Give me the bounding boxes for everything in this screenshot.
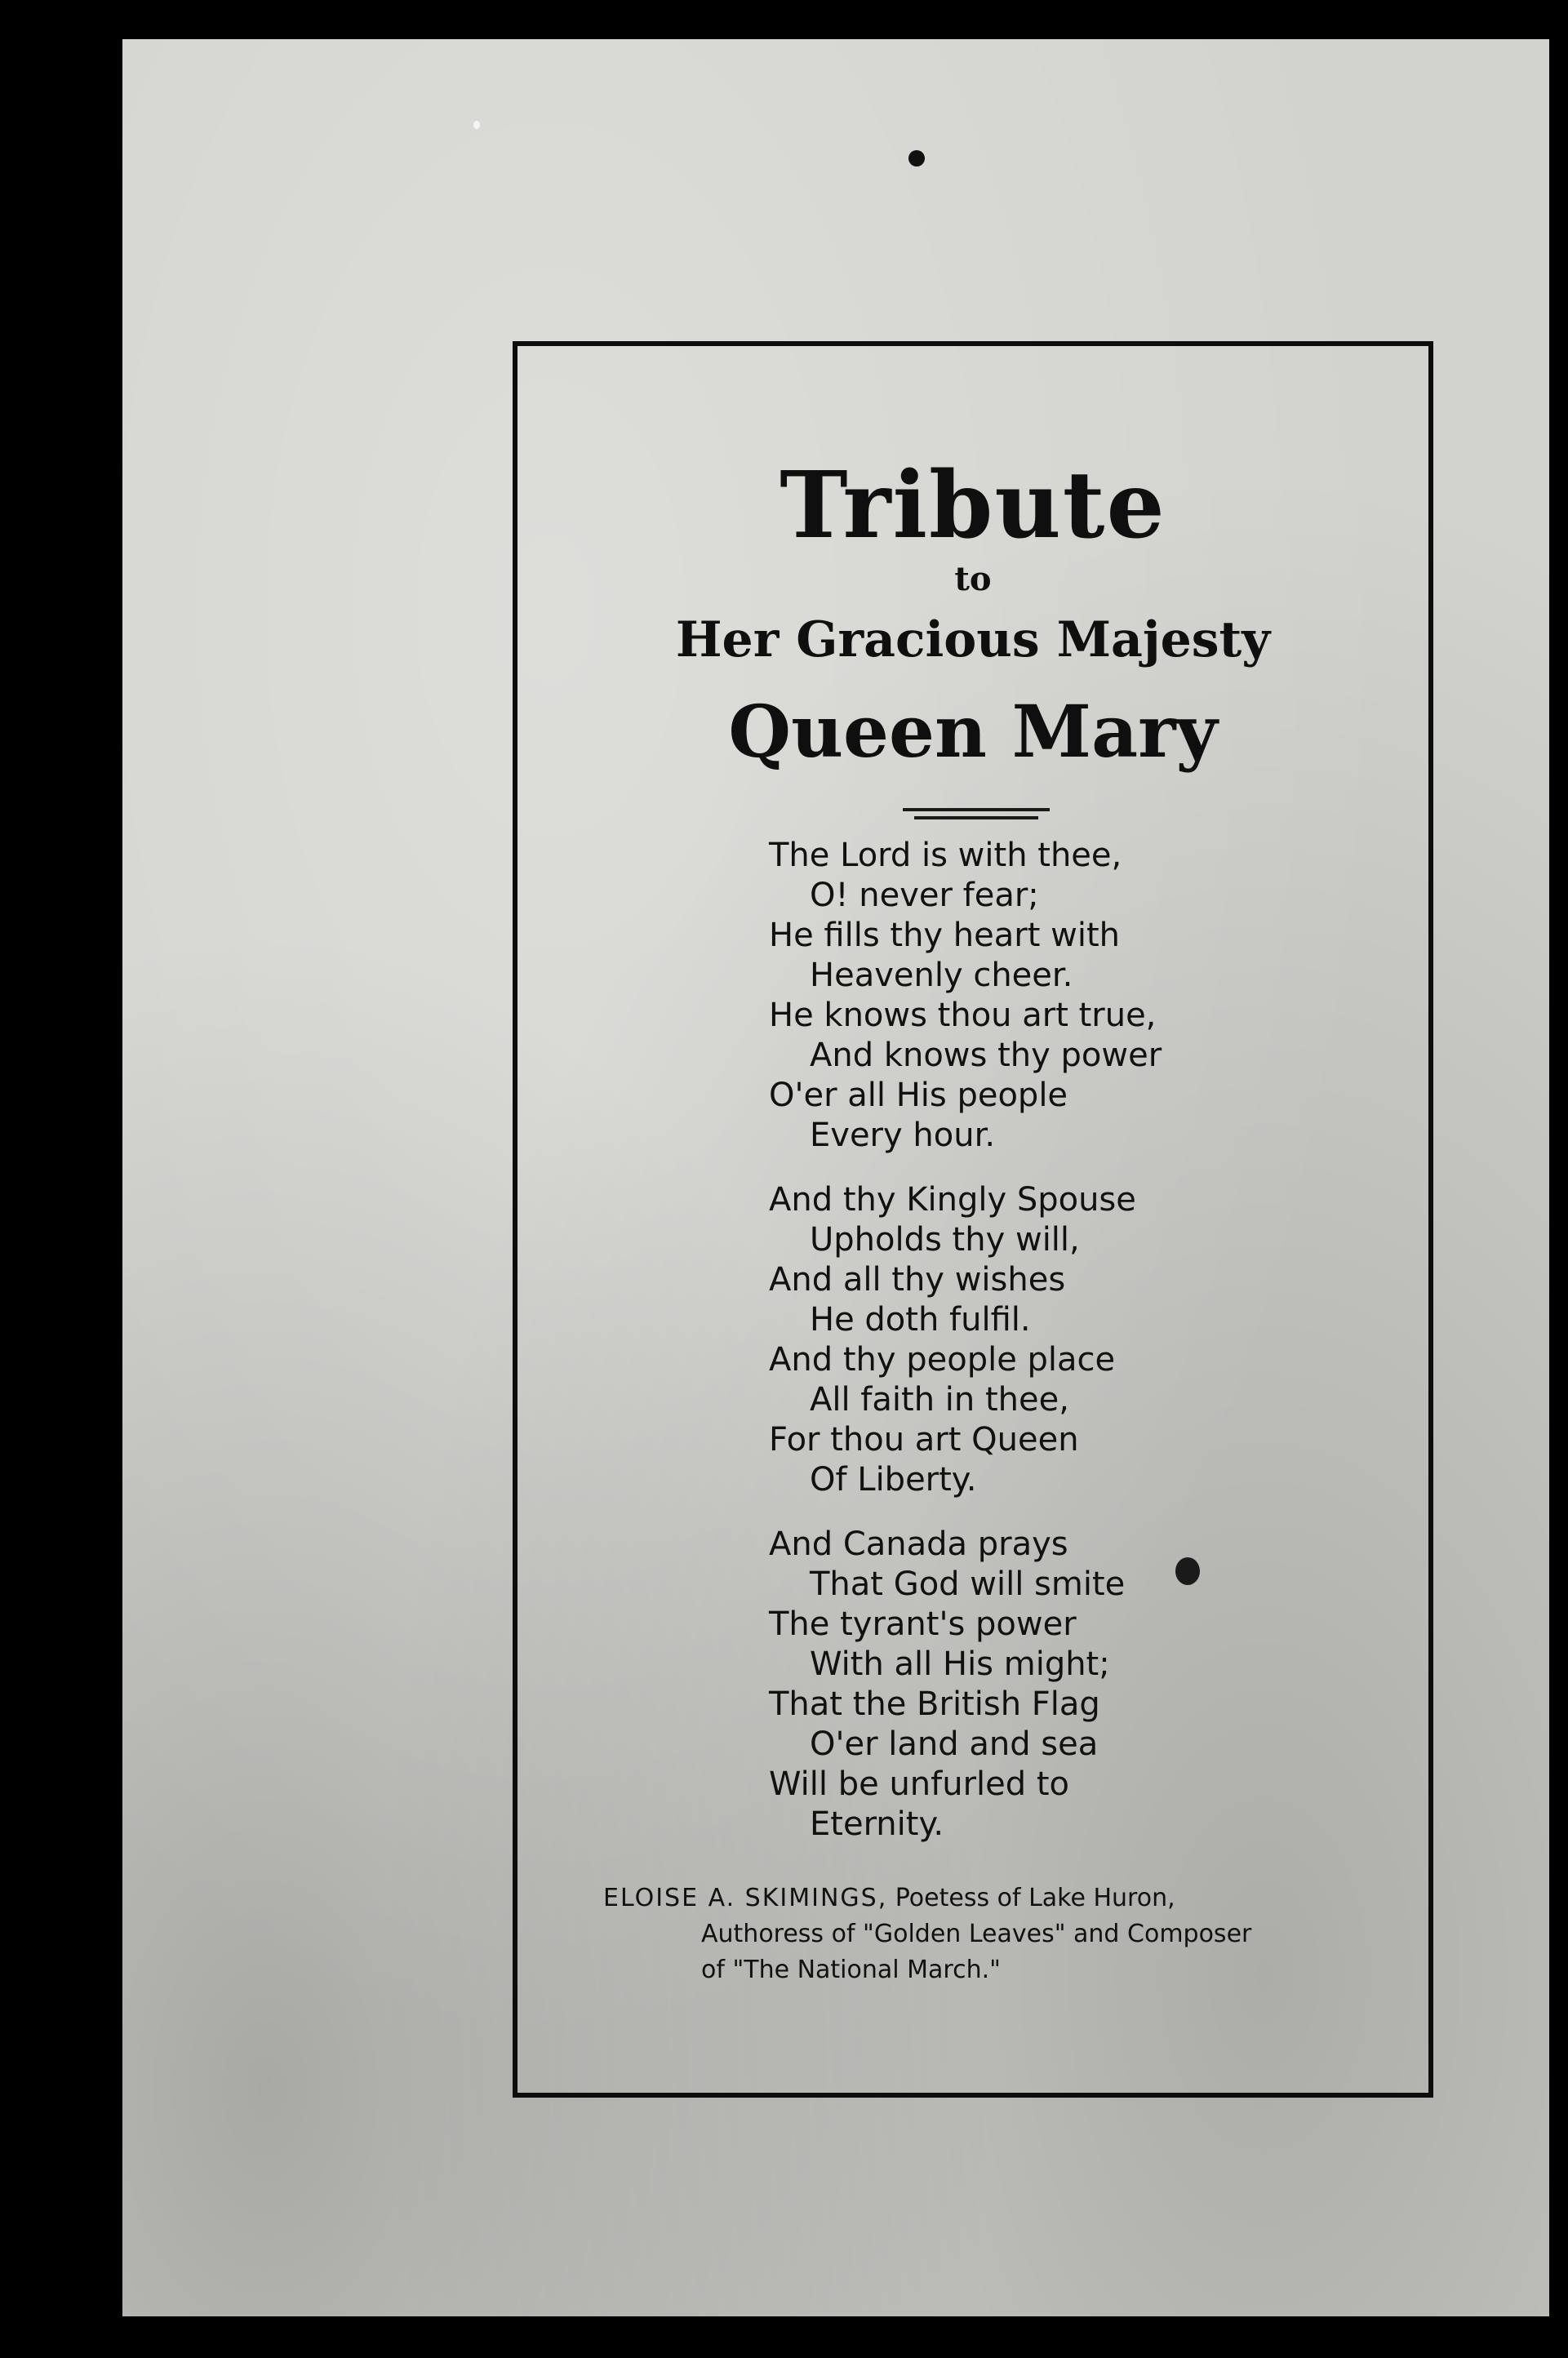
title-tribute: Tribute — [780, 452, 1166, 559]
poem-line: All faith in thee, — [810, 1381, 1069, 1419]
poem-line: And knows thy power — [810, 1037, 1162, 1074]
printed-border-frame — [513, 341, 1433, 2098]
stanza-1 — [769, 836, 1162, 1156]
punch-hole — [908, 150, 925, 167]
signature-line-3: of "The National March." — [701, 1956, 1001, 1984]
paper-speck — [473, 121, 480, 129]
poem-line: The tyrant's power — [769, 1605, 1077, 1643]
divider-rule-bottom — [914, 816, 1038, 819]
poem-line: O'er land and sea — [810, 1725, 1099, 1763]
stanza-3 — [769, 1525, 1162, 1845]
poem-line: Every hour. — [810, 1117, 996, 1154]
title-to: to — [954, 560, 992, 598]
poem-line: He fills thy heart with — [769, 917, 1120, 954]
poem-line: The Lord is with thee, — [769, 837, 1122, 874]
author-signature — [603, 1881, 1251, 1988]
poem-line: He doth fulfil. — [810, 1301, 1031, 1339]
signature-line-1 — [603, 1881, 1251, 1916]
title-her-gracious-majesty: Her Gracious Majesty — [675, 611, 1271, 668]
poem-line: Will be unfurled to — [769, 1765, 1070, 1803]
paper-sheet — [122, 39, 1549, 2316]
poem-line: Of Liberty. — [810, 1461, 977, 1499]
signature-line-2: Authoress of "Golden Leaves" and Composer — [701, 1920, 1252, 1948]
poem-line: Upholds thy will, — [810, 1221, 1080, 1259]
title-queen-mary: Queen Mary — [728, 689, 1218, 774]
poem-line: And thy Kingly Spouse — [769, 1181, 1136, 1219]
author-name: ELOISE A. SKIMINGS, — [603, 1884, 888, 1912]
poem-line: For thou art Queen — [769, 1421, 1079, 1459]
poem — [769, 836, 1162, 1869]
poem-line: And Canada prays — [769, 1525, 1068, 1563]
stanza-2 — [769, 1180, 1162, 1500]
poem-line: Heavenly cheer. — [810, 957, 1073, 994]
poem-line: And all thy wishes — [769, 1261, 1066, 1299]
poem-line: O! never fear; — [810, 877, 1039, 914]
author-title: Poetess of Lake Huron, — [895, 1884, 1175, 1912]
poem-line: That the British Flag — [769, 1685, 1100, 1723]
poem-line: With all His might; — [810, 1645, 1110, 1683]
poem-line: That God will smite — [810, 1565, 1126, 1603]
divider-rule-top — [903, 808, 1050, 811]
poem-line: O'er all His people — [769, 1077, 1068, 1114]
poem-line: Eternity. — [810, 1805, 944, 1843]
poem-line: And thy people place — [769, 1341, 1116, 1379]
poem-line: He knows thou art true, — [769, 997, 1157, 1034]
